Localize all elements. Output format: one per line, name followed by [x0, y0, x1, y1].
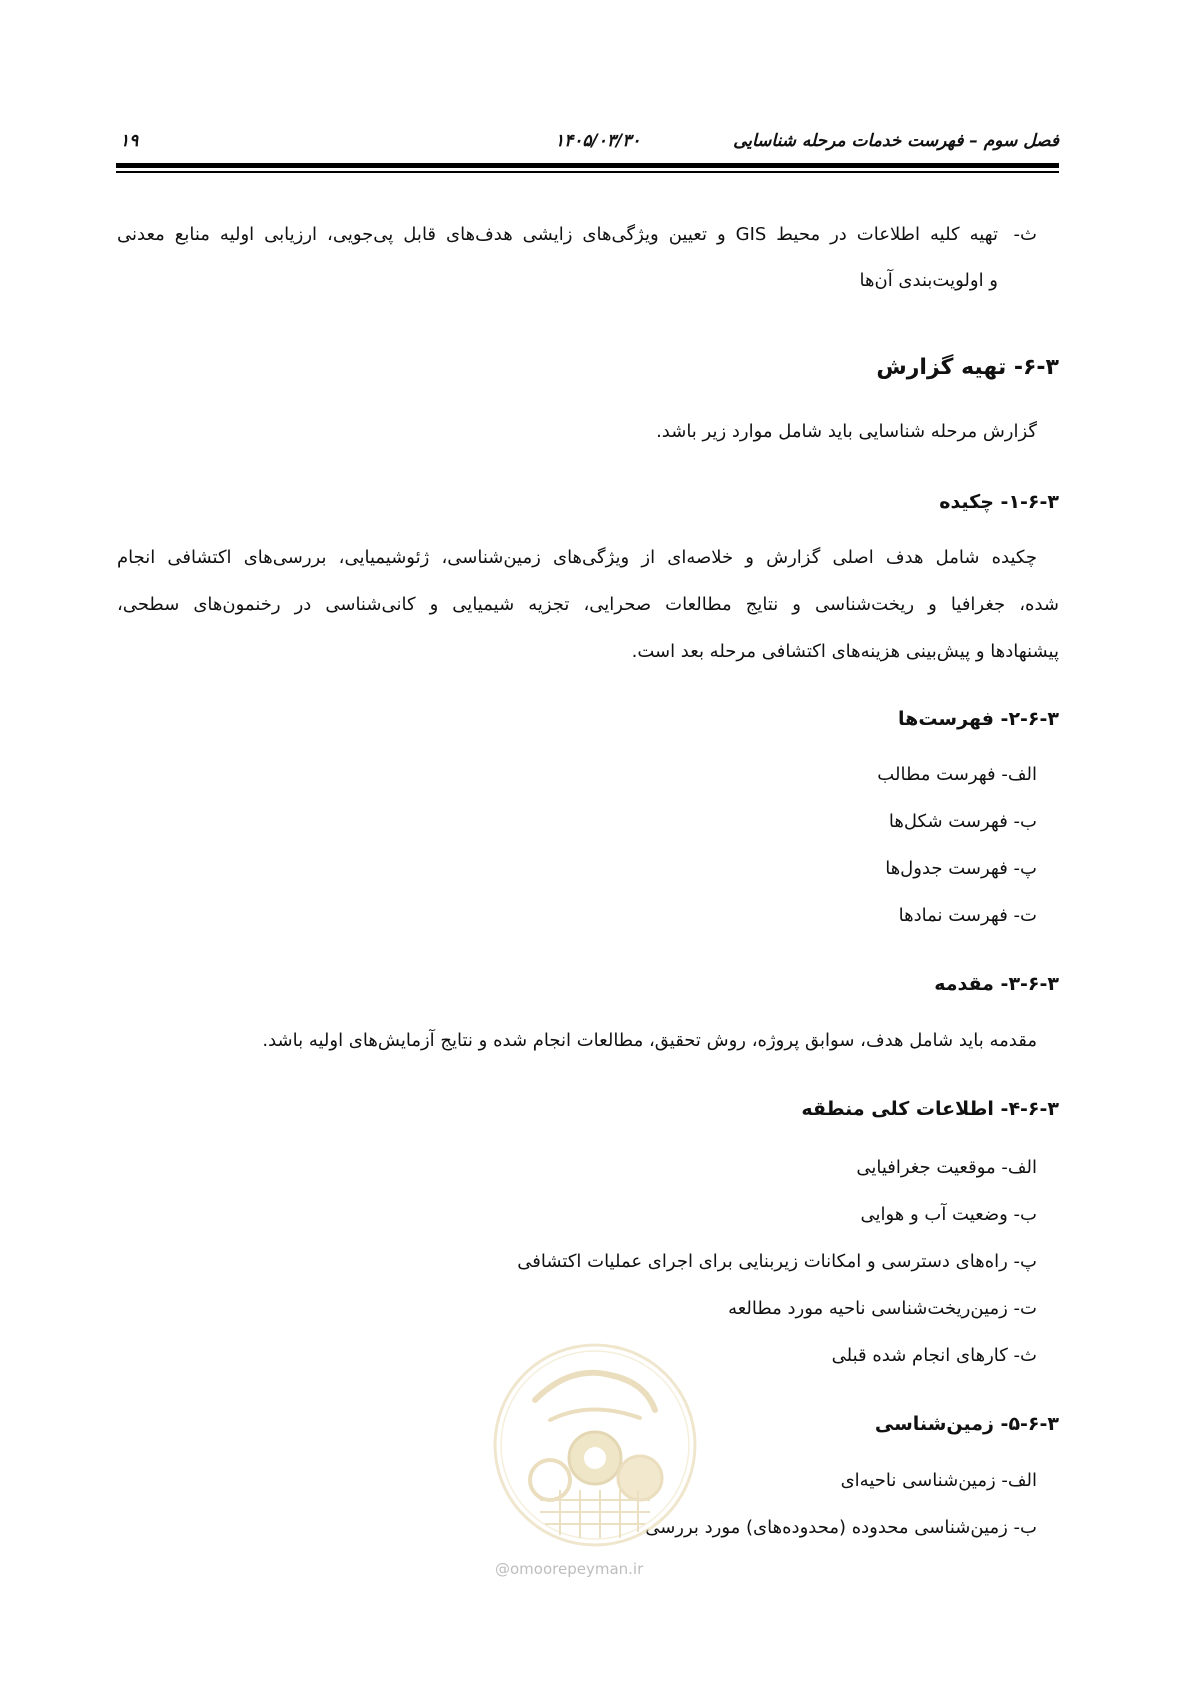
header-date: ۱۴۰۵/۰۳/۳۰	[555, 131, 641, 151]
watermark-url: @omoorepeyman.ir	[495, 1560, 644, 1578]
list-item: پ- فهرست جدول‌ها	[885, 858, 1037, 879]
item-tha-marker: ث-	[1013, 224, 1037, 245]
list-item: ب- زمین‌شناسی محدوده (محدوده‌های) مورد بررسی	[645, 1517, 1037, 1538]
list-item: ت- زمین‌ریخت‌شناسی ناحیه مورد مطالعه	[728, 1298, 1037, 1319]
list-item: ب- وضعیت آب و هوایی	[860, 1204, 1037, 1225]
item-tha-line1: تهیه کلیه اطلاعات در محیط GIS و تعیین ویژگی‌های زایشی هدف‌های قابل پی‌جویی، ارزیابی اولیه منابع معدنی	[117, 224, 998, 245]
subsection-heading-general-info: ۴-۶-۳- اطلاعات کلی منطقه	[801, 1098, 1059, 1120]
subsection-heading-geology: ۵-۶-۳- زمین‌شناسی	[874, 1413, 1059, 1435]
list-item: ث- کارهای انجام شده قبلی	[831, 1345, 1037, 1366]
section-heading-report: ۶-۳- تهیه گزارش	[876, 355, 1059, 380]
list-item: الف- فهرست مطالب	[877, 764, 1037, 785]
header-rule-thin	[116, 171, 1059, 173]
subsection-heading-summary: ۱-۶-۳- چکیده	[939, 491, 1059, 513]
subsection-heading-lists: ۲-۶-۳- فهرست‌ها	[898, 708, 1059, 730]
summary-line2: شده، جغرافیا و ریخت‌شناسی و نتایج مطالعات صحرایی، تجزیه شیمیایی و کانی‌شناسی در رخنمون‌های سطحی،	[117, 594, 1059, 615]
chapter-title: فصل سوم – فهرست خدمات مرحله شناسایی	[733, 131, 1059, 151]
summary-line1: چکیده شامل هدف اصلی گزارش و خلاصه‌ای از ویژگی‌های زمین‌شناسی، ژئوشیمیایی، بررسی‌های اکتشافی انجام	[117, 547, 1037, 568]
list-item: ب- فهرست شکل‌ها	[888, 811, 1037, 832]
summary-line3: پیشنهادها و پیش‌بینی هزینه‌های اکتشافی مرحله بعد است.	[631, 641, 1059, 662]
list-item: الف- موقعیت جغرافیایی	[856, 1157, 1037, 1178]
watermark-logo-icon	[490, 1340, 700, 1550]
header-rule-thick	[116, 163, 1059, 168]
item-tha-line2: و اولویت‌بندی آن‌ها	[859, 270, 998, 291]
page-number: ۱۹	[120, 131, 139, 151]
list-item: پ- راه‌های دسترسی و امکانات زیربنایی برای اجرای عملیات اکتشافی	[517, 1251, 1037, 1272]
list-item: ت- فهرست نمادها	[898, 905, 1037, 926]
intro-text: مقدمه باید شامل هدف، سوابق پروژه، روش تحقیق، مطالعات انجام شده و نتایج آزمایش‌های اولیه باشد.	[262, 1030, 1037, 1051]
section-report-intro: گزارش مرحله شناسایی باید شامل موارد زیر باشد.	[656, 421, 1037, 442]
list-item: الف- زمین‌شناسی ناحیه‌ای	[840, 1470, 1037, 1491]
subsection-heading-intro: ۳-۶-۳- مقدمه	[934, 973, 1059, 995]
